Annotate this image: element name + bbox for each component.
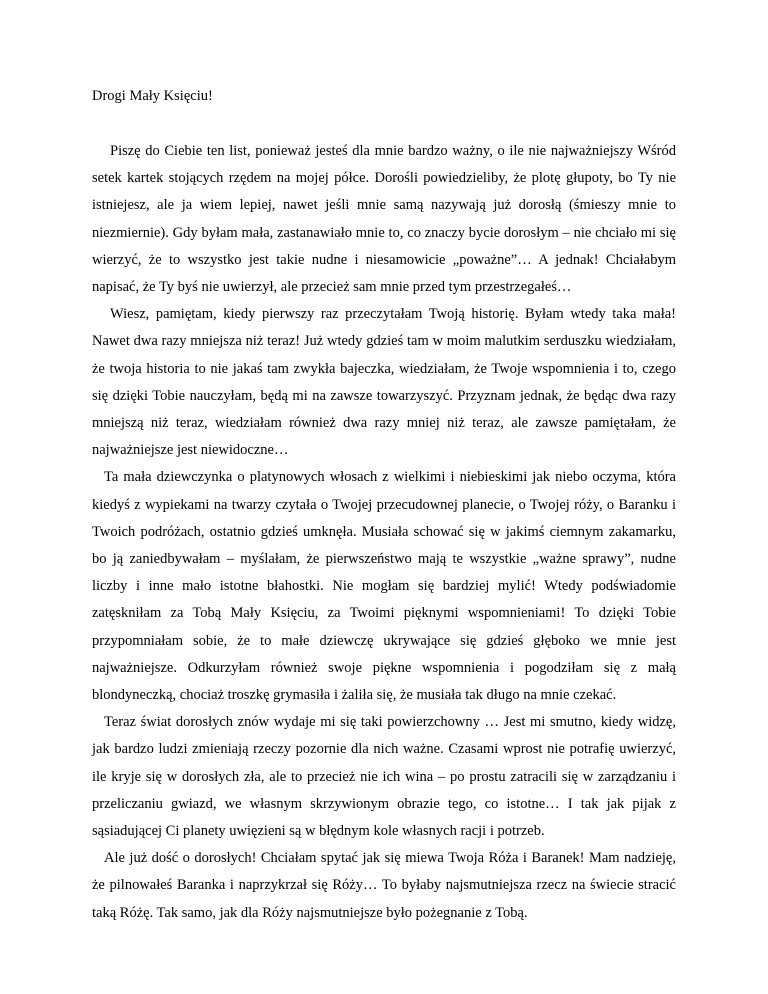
letter-paragraph-5: Ale już dość o dorosłych! Chciałam spytać jak się miewa Twoja Róża i Baranek! Mam nadzieję, że pilnowałeś Baranka i naprzykrzał się Róży… To byłaby najsmutniejsza rzecz na świecie stracić taką Różę. Tak samo, jak dla Róży najsmutniejsze było pożegnanie z Tobą. <box>92 850 676 921</box>
letter-page <box>92 86 676 927</box>
letter-paragraph-1: Piszę do Ciebie ten list, ponieważ jesteś dla mnie bardzo ważny, o ile nie najważniejszy Wśród setek kartek stojących rzędem na mojej półce. Dorośli powiedzieliby, że plotę głupoty, bo Ty nie istniejesz, ale ja wiem lepiej, nawet jeśli mnie samą nazywają już dorosłą (śmieszy mnie to niezmiernie). Gdy byłam mała, zastanawiało mnie to, co znaczy bycie dorosłym – nie chciało mi się wierzyć, że to wszystko jest takie nudne i niesamowicie „poważne”… A jednak! Chciałabym napisać, że Ty byś nie uwierzył, ale przecież sam mnie przed tym przestrzegałeś… <box>92 143 676 296</box>
letter-paragraph-4: Teraz świat dorosłych znów wydaje mi się taki powierzchowny … Jest mi smutno, kiedy widzę, jak bardzo ludzi zmieniają rzeczy pozornie dla nich ważne. Czasami wprost nie potrafię uwierzyć, ile kryje się w dorosłych zła, ale to przecież nie ich wina – po prostu zatracili się w zarządzaniu i przeliczaniu gwiazd, we własnym skrzywionym obrazie tego, co istotne… I tak jak pijak z sąsiadującej Ci planety uwięzieni są w błędnym kole własnych racji i potrzeb. <box>92 714 676 840</box>
letter-salutation: Drogi Mały Księciu! <box>92 88 213 104</box>
letter-paragraph-2: Wiesz, pamiętam, kiedy pierwszy raz przeczytałam Twoją historię. Byłam wtedy taka mała! Nawet dwa razy mniejsza niż teraz! Już wtedy gdzieś tam w moim malutkim serduszku wiedziałam, że twoja historia to nie jakaś tam zwykła bajeczka, wiedziałam, że Twoje wspomnienia i to, czego się dzięki Tobie nauczyłam, będą mi na zawsze towarzyszyć. Przyznam jednak, że będąc dwa razy mniejszą niż teraz, wiedziałam również dwa razy mniej niż teraz, ale zawsze pamiętałam, że najważniejsze jest niewidoczne… <box>92 306 676 459</box>
letter-paragraph-3: Ta mała dziewczynka o platynowych włosach z wielkimi i niebieskimi jak niebo oczyma, która kiedyś z wypiekami na twarzy czytała o Twojej przecudownej planecie, o Twojej róży, o Baranku i Twoich podróżach, ostatnio gdzieś umknęła. Musiała schować się w jakimś ciemnym zakamarku, bo ją zaniedbywałam – myślałam, że pierwszeństwo mają te wszystkie „ważne sprawy”, nudne liczby i inne mało istotne błahostki. Nie mogłam się bardziej mylić! Wtedy podświadomie zatęskniłam za Tobą Mały Księciu, za Twoimi pięknymi wspomnieniami! To dzięki Tobie przypomniałam sobie, że to małe dziewczę ukrywające się gdzieś głęboko we mnie jest najważniejsze. Odkurzyłam również swoje piękne wspomnienia i pogodziłam się z małą blondyneczką, chociaż troszkę grymasiła i żaliła się, że musiała tak długo na mnie czekać. <box>92 469 676 704</box>
